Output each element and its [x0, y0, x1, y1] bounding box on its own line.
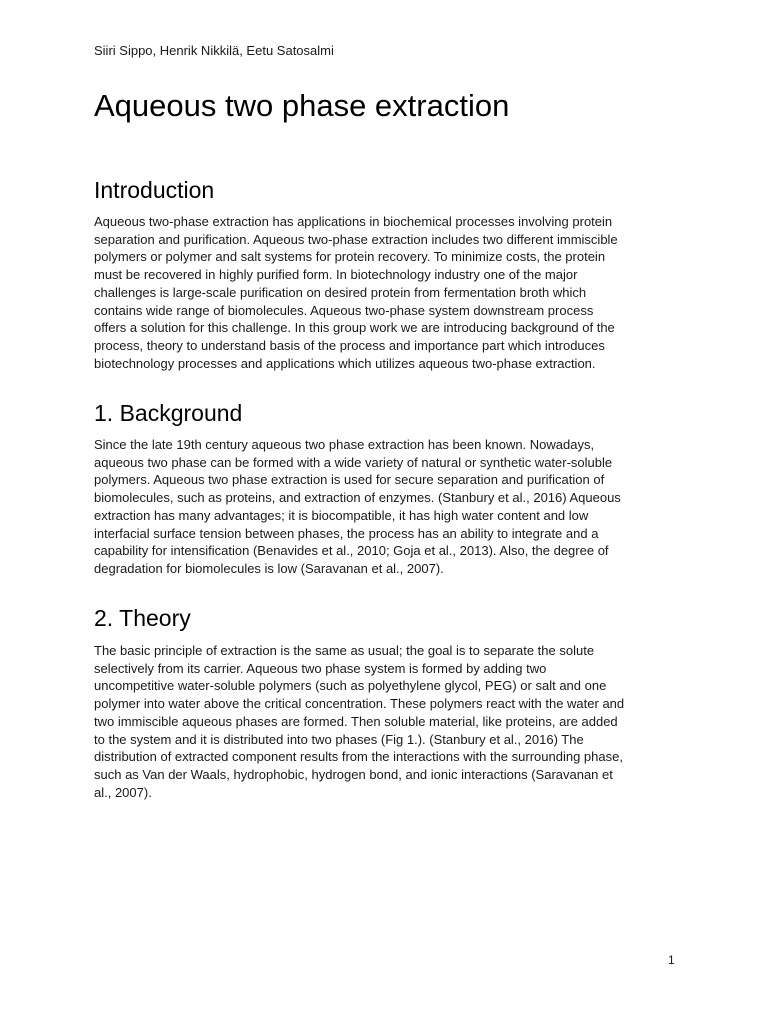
paragraph-theory	[94, 642, 674, 801]
text-line: Aqueous two-phase extraction has applications in biochemical processes involving protein	[94, 214, 613, 229]
document-title: Aqueous two phase extraction	[94, 88, 510, 123]
section-heading-introduction: Introduction	[94, 177, 215, 203]
text-line: interfacial surface tension between phases, the process has an ability to integrate and a	[94, 525, 599, 541]
text-line: biomolecules, such as proteins, and extraction of enzymes. (Stanbury et al., 2016) Aqueous	[94, 490, 621, 506]
text-line: Since the late 19th century aqueous two phase extraction has been known. Nowadays,	[94, 437, 595, 452]
text-line: al., 2007).	[94, 784, 152, 800]
text-line: polymer into water above the critical concentration. These polymers react with the water and	[94, 696, 625, 712]
text-line: extraction has many advantages; it is biocompatible, it has high water content and low	[94, 507, 589, 523]
text-line: biotechnology processes and applications which utilizes aqueous two-phase extraction.	[94, 355, 596, 371]
text-line: offers a solution for this challenge. In this group work we are introducing background of the	[94, 320, 615, 336]
section-heading-background: 1. Background	[94, 400, 243, 426]
paragraph-background	[94, 436, 674, 578]
text-line: such as Van der Waals, hydrophobic, hydrogen bond, and ionic interactions (Saravanan et	[94, 766, 613, 782]
text-line: process, theory to understand basis of the process and importance part which introduces	[94, 337, 605, 353]
text-line: capability for intensification (Benavides et al., 2010; Goja et al., 2013). Also, the degree of	[94, 543, 609, 559]
text-line: polymers or polymer and salt systems for protein recovery. To minimize costs, the protein	[94, 249, 606, 265]
text-line: The basic principle of extraction is the same as usual; the goal is to separate the solute	[94, 643, 595, 658]
page-number: 1	[668, 953, 675, 967]
paragraph-introduction	[94, 213, 674, 372]
text-line: aqueous two phase can be formed with a wide variety of natural or synthetic water-soluble	[94, 454, 613, 470]
text-line: uncompetitive water-soluble polymers (such as polyethylene glycol, PEG) or salt and one	[94, 678, 607, 694]
author-line: Siiri Sippo, Henrik Nikkilä, Eetu Satosalmi	[94, 43, 334, 58]
text-line: degradation for biomolecules is low (Saravanan et al., 2007).	[94, 560, 444, 576]
text-line: to the system and it is distributed into two phases (Fig 1.). (Stanbury et al., 2016) The	[94, 731, 584, 747]
text-line: two immiscible aqueous phases are formed. Then soluble material, like proteins, are added	[94, 713, 618, 729]
text-line: separation and purification. Aqueous two-phase extraction includes two different immiscible	[94, 231, 618, 247]
text-line: must be recovered in highly purified form. In biotechnology industry one of the major	[94, 267, 578, 283]
section-heading-theory: 2. Theory	[94, 605, 191, 631]
text-line: contains wide range of biomolecules. Aqueous two-phase system downstream process	[94, 302, 594, 318]
text-line: selectively from its carrier. Aqueous two phase system is formed by adding two	[94, 660, 547, 676]
text-line: challenges is large-scale purification on desired protein from fermentation broth which	[94, 284, 587, 300]
text-line: distribution of extracted component results from the interactions with the surrounding phase,	[94, 749, 623, 765]
text-line: polymers. Aqueous two phase extraction is used for secure separation and purification of	[94, 472, 605, 488]
